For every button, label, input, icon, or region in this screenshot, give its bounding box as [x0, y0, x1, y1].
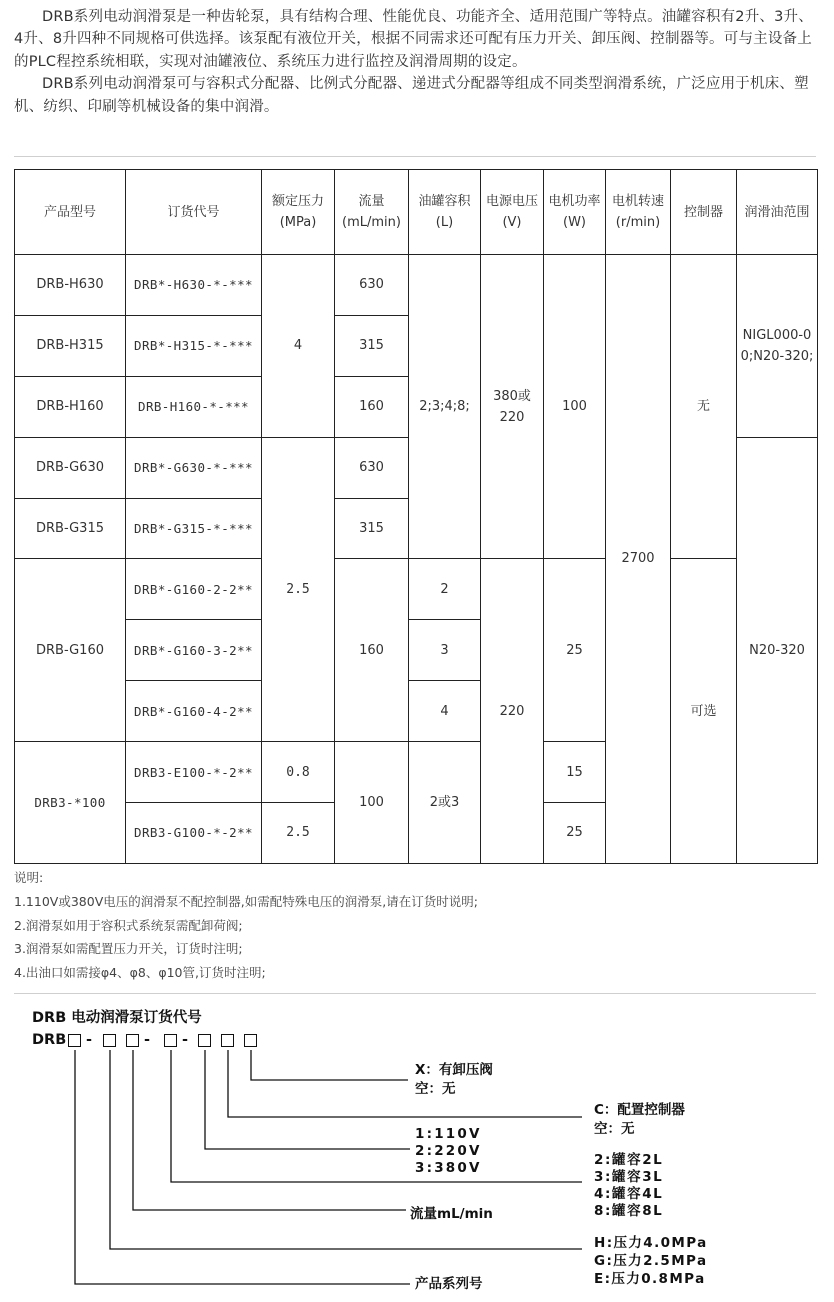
- code-dash: -: [144, 1032, 151, 1048]
- header-cell: 润滑油范围: [737, 170, 818, 255]
- code-cell: DRB*-G315-*-***: [126, 498, 262, 559]
- model-cell: DRB-H160: [15, 376, 126, 437]
- code-dash: -: [86, 1032, 93, 1048]
- model-cell: DRB-G315: [15, 498, 126, 559]
- header-cell: 电机转速(r/min): [606, 170, 671, 255]
- flow-cell: 160: [335, 376, 409, 437]
- model-cell: DRB3-*100: [15, 742, 126, 864]
- label-tank-8: 8:罐容8L: [594, 1203, 664, 1219]
- code-cell: DRB*-G160-3-2**: [126, 620, 262, 681]
- model-cell: DRB-G630: [15, 437, 126, 498]
- leader-unload: [251, 1050, 408, 1080]
- note-item: 4.出油口如需接φ4、φ8、φ10管,订货时注明;: [14, 965, 266, 981]
- controller-cell: 可选: [671, 559, 737, 863]
- pressure-cell: 2.5: [262, 803, 335, 864]
- pressure-cell: 4: [262, 255, 335, 438]
- label-unload-x: X：有卸压阀: [415, 1062, 493, 1078]
- tank-cell: 4: [409, 681, 481, 742]
- label-series: 产品系列号: [415, 1276, 483, 1292]
- header-cell: 订货代号: [126, 170, 262, 255]
- speed-cell: 2700: [606, 255, 671, 864]
- leader-flow: [133, 1050, 406, 1210]
- header-cell: 产品型号: [15, 170, 126, 255]
- pressure-cell: 2.5: [262, 437, 335, 741]
- flow-cell: 100: [335, 742, 409, 864]
- tank-cell: 2或3: [409, 742, 481, 864]
- header-cell: 油罐容积(L): [409, 170, 481, 255]
- label-flow: 流量mL/min: [410, 1206, 493, 1222]
- note-item: 2.润滑泵如用于容积式系统泵需配卸荷阀;: [14, 917, 243, 933]
- code-cell: DRB*-G630-*-***: [126, 437, 262, 498]
- label-tank-3: 3:罐容3L: [594, 1169, 664, 1185]
- power-cell: 15: [544, 742, 606, 803]
- flow-cell: 315: [335, 315, 409, 376]
- tank-cell: 2: [409, 559, 481, 620]
- flow-cell: 630: [335, 437, 409, 498]
- voltage-cell: 220: [481, 559, 544, 863]
- code-cell: DRB*-G160-2-2**: [126, 559, 262, 620]
- code-cell: DRB*-H315-*-***: [126, 315, 262, 376]
- pressure-cell: 0.8: [262, 742, 335, 803]
- power-cell: 25: [544, 559, 606, 742]
- leader-voltage: [205, 1050, 410, 1149]
- header-cell: 控制器: [671, 170, 737, 255]
- label-voltage-110: 1:110V: [415, 1126, 482, 1142]
- model-cell: DRB-G160: [15, 559, 126, 742]
- code-cell: DRB*-H630-*-***: [126, 255, 262, 316]
- code-dash: -: [182, 1032, 189, 1048]
- label-pressure-e: E:压力0.8MPa: [594, 1271, 706, 1287]
- model-cell: DRB-H315: [15, 315, 126, 376]
- model-cell: DRB-H630: [15, 255, 126, 316]
- code-cell: DRB*-G160-4-2**: [126, 681, 262, 742]
- label-tank-2: 2:罐容2L: [594, 1152, 664, 1168]
- notes-title: 说明:: [14, 870, 44, 885]
- label-ctrl-c: C：配置控制器: [594, 1102, 685, 1118]
- label-ctrl-none: 空：无: [594, 1121, 635, 1137]
- header-cell: 额定压力(MPa): [262, 170, 335, 255]
- label-voltage-380: 3:380V: [415, 1160, 482, 1176]
- label-pressure-h: H:压力4.0MPa: [594, 1235, 708, 1251]
- tank-cell: 3: [409, 620, 481, 681]
- intro-paragraph-2: DRB系列电动润滑泵可与容积式分配器、比例式分配器、递进式分配器等组成不同类型润滑系统，广泛应用于机床、塑机、纺织、印刷等机械设备的集中润滑。: [14, 76, 809, 115]
- controller-cell: 无: [671, 255, 737, 559]
- label-pressure-g: G:压力2.5MPa: [594, 1253, 708, 1269]
- label-unload-none: 空：无: [415, 1081, 456, 1097]
- header-cell: 流量(mL/min): [335, 170, 409, 255]
- header-cell: 电源电压(V): [481, 170, 544, 255]
- label-tank-4: 4:罐容4L: [594, 1186, 664, 1202]
- code-cell: DRB-H160-*-***: [126, 376, 262, 437]
- power-cell: 100: [544, 255, 606, 559]
- flow-cell: 315: [335, 498, 409, 559]
- order-code-title: DRB 电动润滑泵订货代号: [32, 1010, 202, 1026]
- leader-controller: [228, 1050, 582, 1117]
- flow-cell: 630: [335, 255, 409, 316]
- code-cell: DRB3-E100-*-2**: [126, 742, 262, 803]
- note-item: 1.110V或380V电压的润滑泵不配控制器,如需配特殊电压的润滑泵,请在订货时说明;: [14, 893, 478, 909]
- power-cell: 25: [544, 803, 606, 864]
- label-voltage-220: 2:220V: [415, 1143, 482, 1159]
- tank-cell: 2;3;4;8;: [409, 255, 481, 559]
- oil-cell: N20-320: [737, 437, 818, 863]
- note-item: 3.润滑泵如需配置压力开关，订货时注明;: [14, 941, 243, 957]
- voltage-cell: 380或220: [481, 255, 544, 559]
- intro-paragraph-1: DRB系列电动润滑泵是一种齿轮泵，具有结构合理、性能优良、功能齐全、适用范围广等特点。油罐容积有2升、3升、4升、8升四种不同规格可供选择。该泵配有液位开关，根据不同需求还可配有压力开关、卸压阀、控制器等。可与主设备上的PLC程控系统相联，实现对油罐液位、系统压力进行监控及润滑周期的设定。: [14, 9, 813, 70]
- code-cell: DRB3-G100-*-2**: [126, 803, 262, 864]
- oil-cell: NIGL000-00;N20-320;: [737, 255, 818, 438]
- leader-tank: [171, 1050, 582, 1182]
- order-code-prefix: DRB: [32, 1032, 67, 1048]
- header-cell: 电机功率(W): [544, 170, 606, 255]
- flow-cell: 160: [335, 559, 409, 742]
